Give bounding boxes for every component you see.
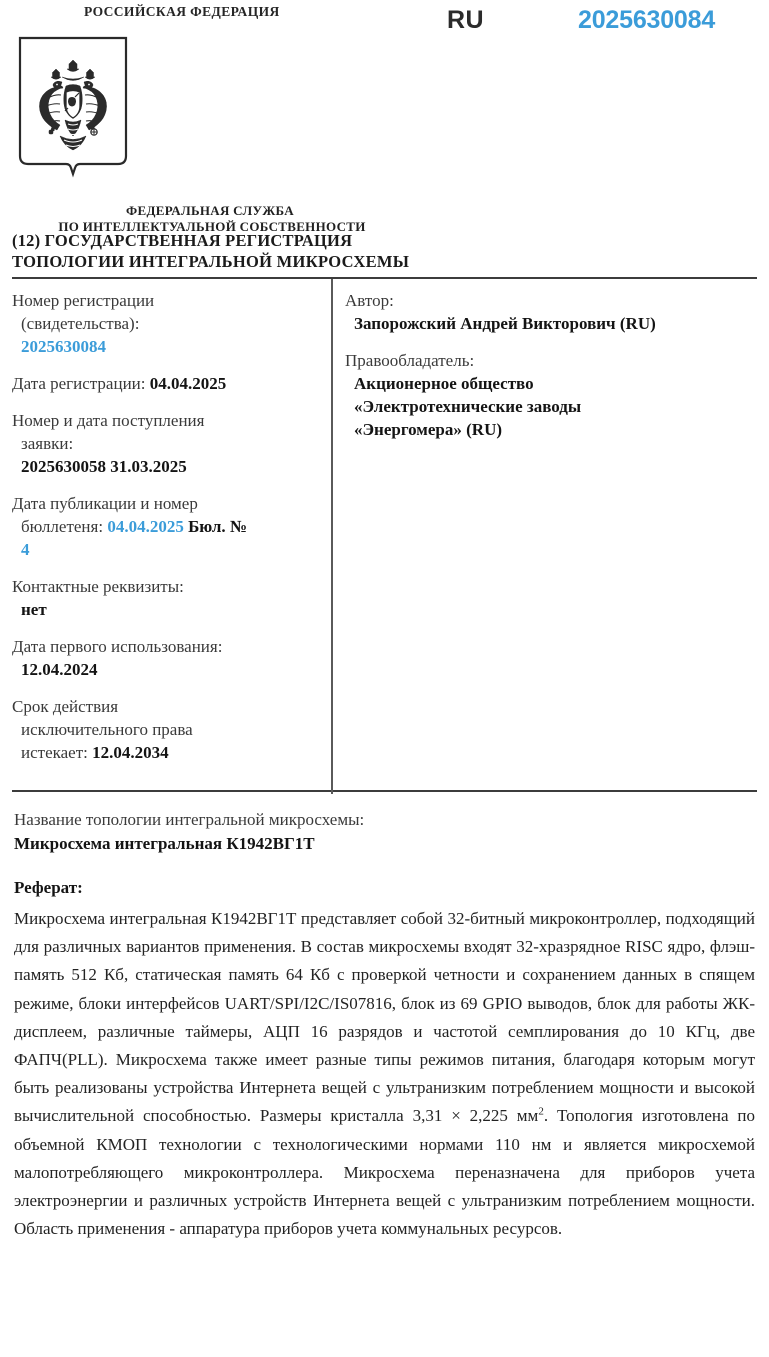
bibliographic-left-column	[12, 279, 324, 764]
first-use-label: Дата первого использования:	[12, 637, 223, 656]
bulletin-number-value: 4	[21, 540, 30, 559]
bibliographic-table	[12, 277, 757, 792]
expiry-label-line-3: истекает:	[21, 743, 93, 762]
contacts-label: Контактные реквизиты:	[12, 577, 184, 596]
rights-holder-line-1: Акционерное общество	[354, 374, 534, 393]
abstract-text-part-1: Микросхема интегральная К1942ВГ1Т представляет собой 32-битный микроконтроллер, подходящий для различных вариантов применения. В состав микросхемы входят 32-хразрядное RISC ядро, флэш-память 512 Кб, статическая память 64 Кб с проверкой четности и сохранением данных в спящем режиме, блоки интерфейсов UART/SPI/I2C/IS07816, блок из 69 GPIO выводов, блок для работы ЖК-дисплеем, различные таймеры, АЦП 16 разрядов и частотой семплирования до 10 КГц, две ФАПЧ(PLL). Микросхема также имеет разные типы режимов питания, благодаря которым могут быть реализованы устройства Интернета вещей с ультранизким потреблением мощности и высокой вычислительной способностью. Размеры кристалла 3,31 × 2,225 мм	[14, 909, 755, 1126]
field-publication	[12, 492, 324, 561]
country-name: РОССИЙСКАЯ ФЕДЕРАЦИЯ	[84, 4, 280, 19]
table-column-divider	[331, 279, 333, 794]
expiry-label-line-2: исключительного права	[21, 720, 193, 739]
registration-number-label-line-1: Номер регистрации	[12, 291, 155, 310]
agency-line-1: ФЕДЕРАЛЬНАЯ СЛУЖБА	[126, 203, 294, 218]
author-value: Запорожский Андрей Викторович (RU)	[354, 314, 656, 333]
publication-label-line-2: бюллетеня:	[21, 517, 108, 536]
field-expiry	[12, 695, 324, 764]
field-first-use	[12, 635, 324, 681]
document-kind-line-1: (12) ГОСУДАРСТВЕННАЯ РЕГИСТРАЦИЯ	[12, 231, 353, 250]
field-author	[345, 289, 755, 335]
topology-title-name: Микросхема интегральная К1942ВГ1Т	[14, 834, 315, 853]
application-value: 2025630058 31.03.2025	[21, 457, 187, 476]
masthead	[0, 0, 769, 196]
field-application	[12, 409, 324, 478]
rights-holder-line-2: «Электротехнические заводы	[354, 397, 582, 416]
publication-label-line-1: Дата публикации и номер	[12, 494, 198, 513]
rights-holder-line-3: «Энергомера» (RU)	[354, 420, 503, 439]
topology-title-block	[14, 808, 754, 856]
contacts-value: нет	[21, 600, 47, 619]
abstract-block	[14, 878, 755, 1243]
publication-date-value: 04.04.2025	[107, 517, 184, 536]
expiry-row	[12, 741, 324, 764]
registration-number-header: 2025630084	[578, 6, 716, 34]
application-label-line-1: Номер и дата поступления	[12, 411, 205, 430]
topology-title-caption: Название топологии интегральной микросхемы:	[14, 810, 365, 829]
registration-date-value: 04.04.2025	[149, 374, 227, 393]
abstract-heading: Реферат:	[14, 878, 83, 897]
publication-row	[12, 515, 324, 538]
abstract-superscript: 2	[538, 1105, 544, 1118]
document-kind-line-2: ТОПОЛОГИИ ИНТЕГРАЛЬНОЙ МИКРОСХЕМЫ	[12, 252, 410, 271]
field-registration-number	[12, 289, 324, 358]
registration-date-row	[12, 372, 324, 395]
bulletin-label-text: Бюл. №	[188, 517, 247, 536]
abstract-text	[14, 905, 755, 1243]
country-code: RU	[447, 6, 485, 34]
field-rights-holder	[345, 349, 755, 441]
author-label: Автор:	[345, 291, 394, 310]
registration-number-label-line-2: (свидетельства):	[21, 314, 140, 333]
registration-date-label: Дата регистрации:	[12, 374, 150, 393]
coat-of-arms-icon	[18, 36, 128, 178]
bibliographic-right-column	[345, 279, 755, 441]
field-registration-date	[12, 372, 324, 395]
abstract-text-part-2: . Топология изготовлена по объемной КМОП технологии с технологическими нормами 110 нм и является микросхемой малопотребляющего микроконтроллера. Микросхема переназначена для приборов учета электроэнергии и различных устройств Интернета вещей с ультранизким потреблением мощности. Область применения - аппаратура приборов учета коммунальных ресурсов.	[14, 1106, 755, 1239]
application-label-line-2: заявки:	[21, 434, 74, 453]
registration-number-value: 2025630084	[21, 337, 106, 356]
field-contacts	[12, 575, 324, 621]
rights-holder-label: Правообладатель:	[345, 351, 475, 370]
agency-line-2: ПО ИНТЕЛЛЕКТУАЛЬНОЙ СОБСТВЕННОСТИ	[58, 219, 366, 234]
expiry-value: 12.04.2034	[92, 743, 169, 762]
expiry-label-line-1: Срок действия	[12, 697, 119, 716]
first-use-value: 12.04.2024	[21, 660, 98, 679]
